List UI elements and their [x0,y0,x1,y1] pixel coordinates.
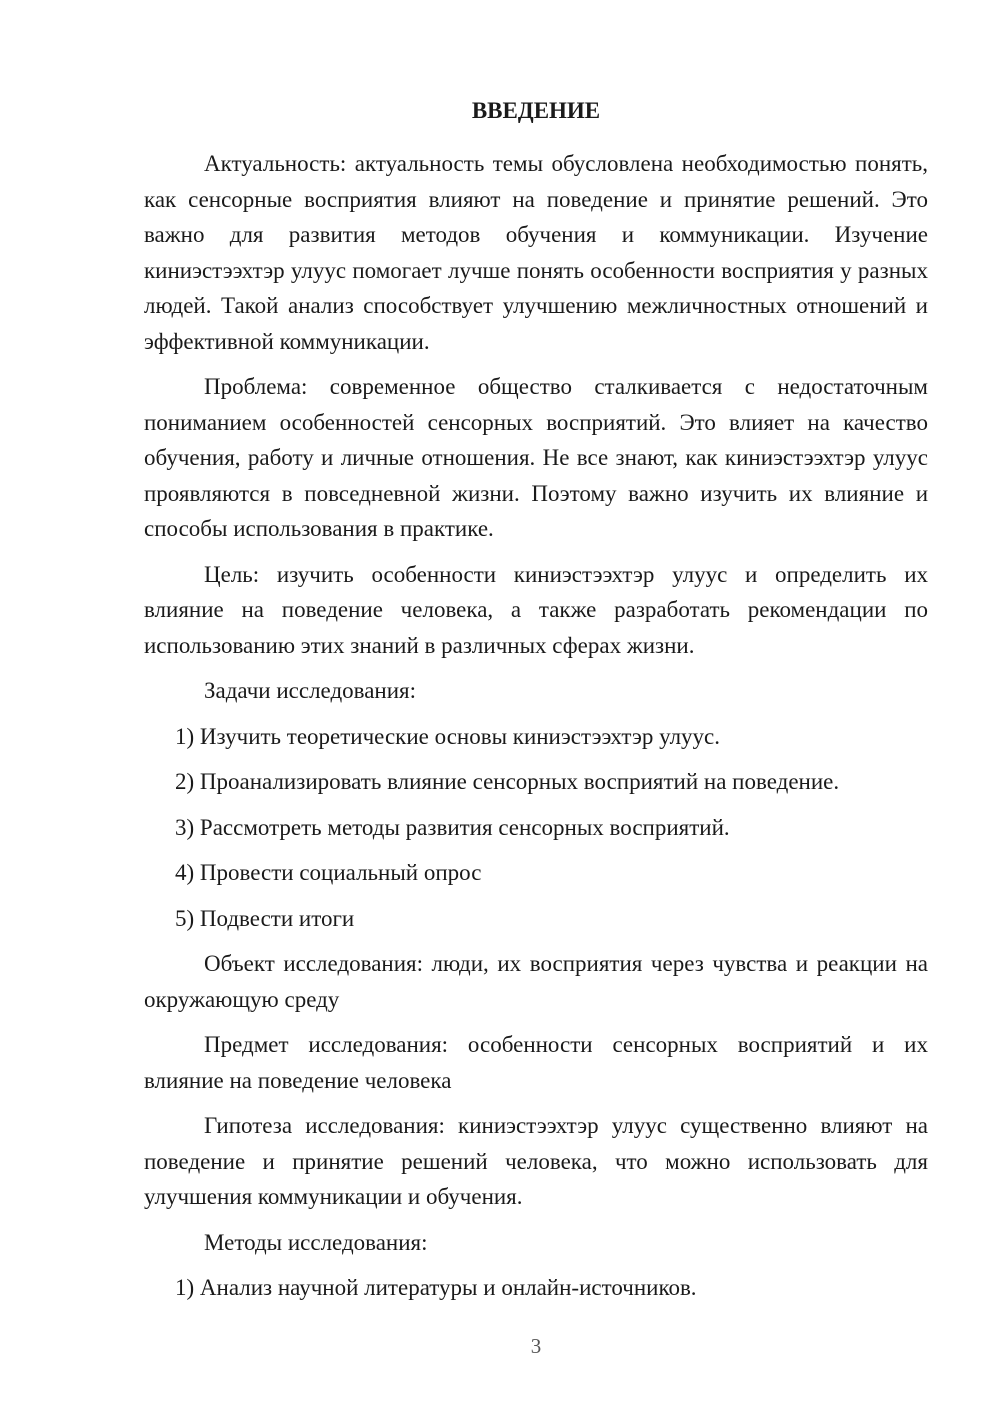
page-number: 3 [530,1334,542,1358]
task-item: 4) Провести социальный опрос [175,860,482,885]
method-item: 1) Анализ научной литературы и онлайн-источников. [175,1275,697,1300]
subject-paragraph: Предмет исследования: особенности сенсорных восприятий и их влияние на поведение человека [144,1032,928,1093]
task-item: 3) Рассмотреть методы развития сенсорных восприятий. [175,814,730,840]
object-paragraph: Объект исследования: люди, их восприятия через чувства и реакции на окружающую среду [144,951,928,1012]
relevance-paragraph: Актуальность: актуальность темы обусловлена необходимостью понять, как сенсорные восприятия влияют на поведение и принятие решений. Это важно для развития методов обучения и коммуникации. Изучение киниэстээхтэр улуус помогает лучше понять особенности восприятия у разных людей. Такой анализ способствует улучшению межличностных отношений и эффективной коммуникации. [144,151,928,354]
hypothesis-paragraph: Гипотеза исследования: киниэстээхтэр улуус существенно влияют на поведение и принятие решений человека, что можно использовать для улучшения коммуникации и обучения. [144,1113,928,1209]
tasks-label: Задачи исследования: [204,678,417,703]
methods-label: Методы исследования: [204,1229,428,1255]
problem-paragraph: Проблема: современное общество сталкивается с недостаточным пониманием особенностей сенсорных восприятий. Это влияет на качество обучения, работу и личные отношения. Не все знают, как киниэстээхтэр улуус проявляются в повседневной жизни. Поэтому важно изучить их влияние и способы использования в практике. [144,374,928,541]
section-heading: ВВЕДЕНИЕ [471,98,601,123]
task-item: 5) Подвести итоги [175,905,355,931]
document-page [144,96,928,1316]
task-item: 1) Изучить теоретические основы киниэстээхтэр улуус. [175,723,721,749]
goal-paragraph: Цель: изучить особенности киниэстээхтэр улуус и определить их влияние на поведение человека, а также разработать рекомендации по использованию этих знаний в различных сферах жизни. [144,561,928,658]
task-item: 2) Проанализировать влияние сенсорных восприятий на поведение. [175,769,840,794]
